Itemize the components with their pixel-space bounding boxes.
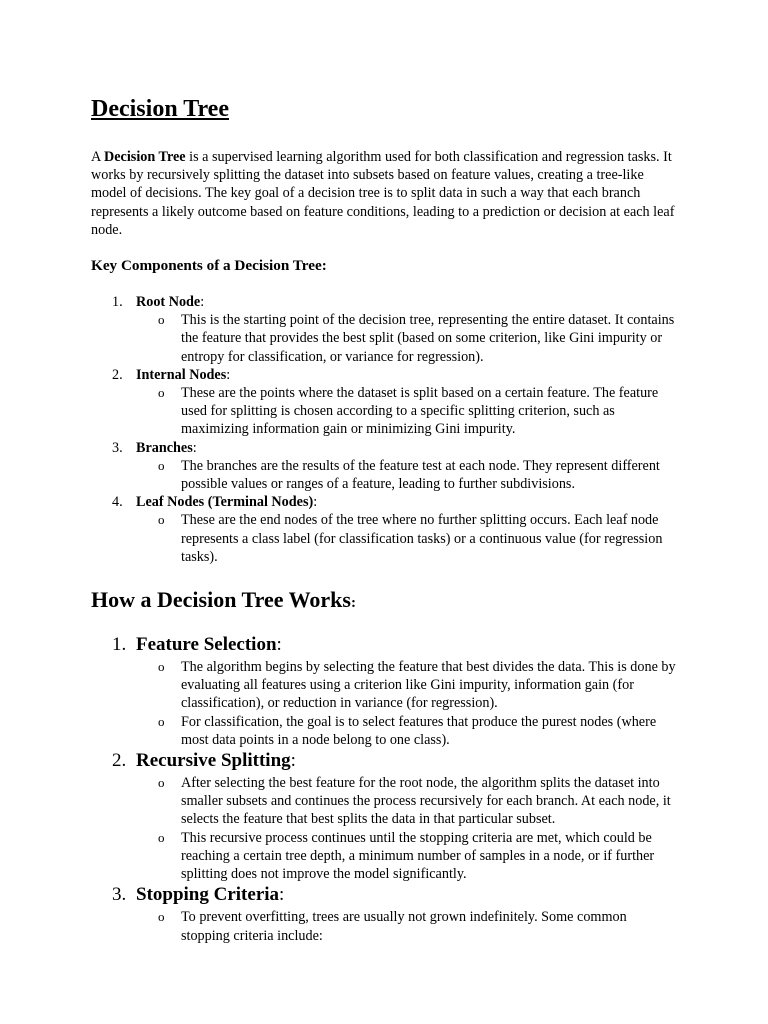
step-item xyxy=(91,633,678,749)
page-title: Decision Tree xyxy=(91,96,229,122)
list-item xyxy=(91,713,678,749)
component-bullets xyxy=(136,384,678,439)
component-item xyxy=(91,293,678,366)
bullet-text: These are the end nodes of the tree where no further splitting occurs. Each leaf node represents a class label (for classification tasks) or a continuous value (for regression tasks). xyxy=(181,512,663,565)
colon: : xyxy=(290,750,296,772)
step-name: Stopping Criteria xyxy=(136,884,280,906)
step-heading xyxy=(112,749,678,773)
bullet-icon: o xyxy=(158,512,165,528)
bullet-text: After selecting the best feature for the root node, the algorithm splits the dataset into smaller subsets and continues the process recursively for each branch. At each node, it selects the feature that best splits the data in that particular subset. xyxy=(181,775,671,828)
step-heading xyxy=(112,883,678,907)
component-item xyxy=(91,493,678,566)
bullet-icon: o xyxy=(158,775,165,791)
step-number: 1. xyxy=(112,634,127,656)
component-name: Branches xyxy=(136,439,193,456)
step-number: 3. xyxy=(112,884,127,906)
colon: : xyxy=(226,366,231,383)
bullet-icon: o xyxy=(158,659,165,675)
component-name: Internal Nodes xyxy=(136,366,227,383)
works-heading-colon: : xyxy=(350,595,356,612)
list-item xyxy=(91,658,678,713)
step-number: 2. xyxy=(112,750,127,772)
step-name: Recursive Splitting xyxy=(136,750,291,772)
component-bullets xyxy=(136,511,678,566)
component-name: Leaf Nodes (Terminal Nodes) xyxy=(136,494,314,511)
bullet-text: This recursive process continues until the stopping criteria are met, which could be reaching a certain tree depth, a minimum number of samples in a node, or if further splitting does not improve the model significantly. xyxy=(181,829,655,883)
list-item xyxy=(91,774,678,829)
list-item xyxy=(91,908,678,944)
list-item xyxy=(91,511,678,566)
bullet-text: This is the starting point of the decision tree, representing the entire dataset. It contains the feature that provides the best split (based on some criterion, like Gini impurity or entropy for classification, or variance for regression). xyxy=(181,312,675,365)
colon: : xyxy=(279,884,285,906)
intro-prefix: A xyxy=(91,149,105,165)
components-heading: Key Components of a Decision Tree: xyxy=(91,257,327,275)
bullet-text: For classification, the goal is to select features that produce the purest nodes (where most data points in a node belong to one class). xyxy=(181,713,657,748)
component-item xyxy=(91,439,678,494)
step-bullets xyxy=(136,774,678,883)
component-name: Root Node xyxy=(136,294,201,311)
step-bullets xyxy=(136,908,678,944)
component-number: 2. xyxy=(112,366,123,383)
colon: : xyxy=(276,634,282,656)
bullet-text: To prevent overfitting, trees are usually not grown indefinitely. Some common stopping criteria include: xyxy=(181,909,627,944)
bullet-icon: o xyxy=(158,457,165,473)
works-heading xyxy=(91,586,678,617)
colon: : xyxy=(200,294,205,311)
steps-list xyxy=(91,633,678,945)
list-item xyxy=(91,311,678,366)
colon: : xyxy=(192,439,197,456)
component-number: 1. xyxy=(112,294,123,311)
component-bullets xyxy=(136,457,678,493)
list-item xyxy=(91,829,678,884)
list-item xyxy=(91,457,678,493)
bullet-text: These are the points where the dataset is split based on a certain feature. The feature used for splitting is chosen according to a specific splitting criterion, such as maximizing information gain or minimizing Gini impurity. xyxy=(181,385,659,438)
bullet-icon: o xyxy=(158,713,165,729)
bullet-icon: o xyxy=(158,312,165,328)
colon: : xyxy=(313,494,318,511)
step-item xyxy=(91,883,678,944)
step-bullets xyxy=(136,658,678,749)
component-item xyxy=(91,366,678,439)
components-list xyxy=(91,293,678,566)
bullet-icon: o xyxy=(158,909,165,925)
intro-bold-term: Decision Tree xyxy=(104,149,186,165)
intro-rest: is a supervised learning algorithm used for both classification and regression tasks. It works by recursively splitting the dataset into subsets based on feature values, creating a tree-like model of decisions. The key goal of a decision tree is to split data in such a way that each branch represents a likely outcome based on feature conditions, leading to a prediction or decision at each leaf node. xyxy=(91,149,675,238)
intro-paragraph xyxy=(91,148,678,239)
bullet-icon: o xyxy=(158,829,165,845)
list-item xyxy=(91,384,678,439)
component-number: 3. xyxy=(112,439,123,456)
works-heading-text: How a Decision Tree Works xyxy=(91,587,351,613)
component-bullets xyxy=(136,311,678,366)
component-number: 4. xyxy=(112,494,123,511)
bullet-text: The algorithm begins by selecting the feature that best divides the data. This is done by evaluating all features using a criterion like Gini impurity, information gain (for classification), or reduction in variance (for regression). xyxy=(181,659,676,712)
step-name: Feature Selection xyxy=(136,634,277,656)
step-heading xyxy=(112,633,678,657)
bullet-icon: o xyxy=(158,385,165,401)
step-item xyxy=(91,749,678,883)
bullet-text: The branches are the results of the feature test at each node. They represent different possible values or ranges of a feature, leading to further subdivisions. xyxy=(181,457,660,493)
